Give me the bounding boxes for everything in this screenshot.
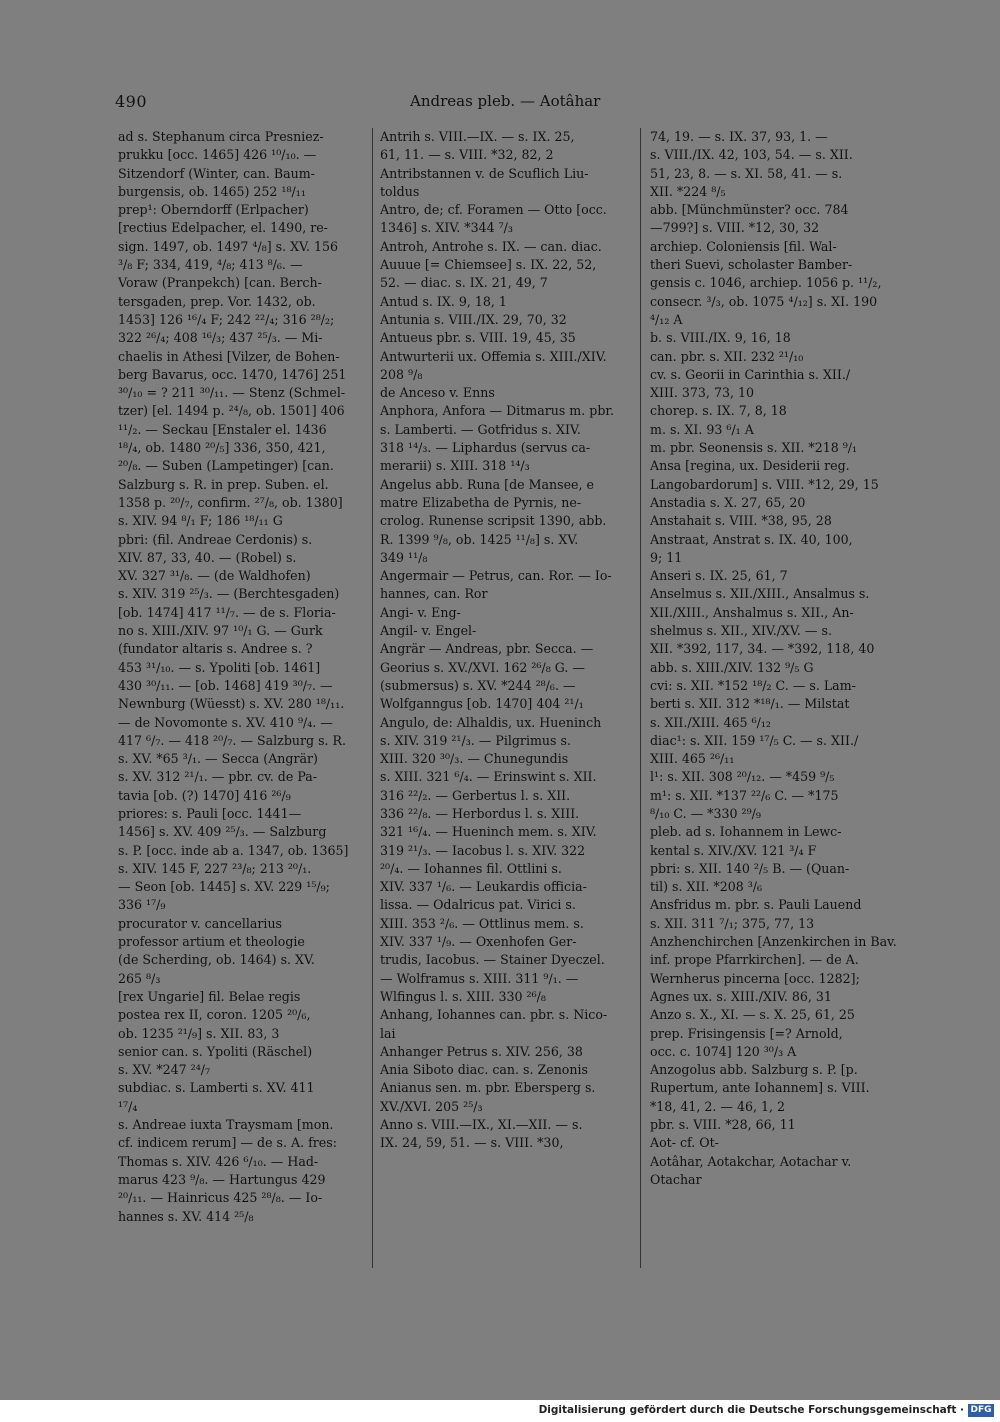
text-line: 74, 19. — s. IX. 37, 93, 1. — (650, 129, 828, 144)
text-line: pbri: s. XII. 140 ²/₅ B. — (Quan- (650, 860, 850, 876)
text-line: 318 ¹⁴/₃. — Liphardus (servus ca- (380, 440, 591, 456)
text-line: hannes s. XV. 414 ²⁵/₈ (118, 1208, 254, 1224)
text-line: Auuue [= Chiemsee] s. IX. 22, 52, (380, 257, 597, 273)
text-line: 265 ⁸/₃ (118, 970, 161, 986)
text-line: Antunia s. VIII./IX. 29, 70, 32 (380, 311, 567, 327)
text-line: Ansa [regina, ux. Desiderii reg. (650, 458, 850, 474)
text-line: Langobardorum] s. VIII. *12, 29, 15 (650, 476, 879, 492)
text-line: Antro, de; cf. Foramen — Otto [occ. (380, 202, 607, 218)
text-line: ⁸/₁₀ C. — *330 ²⁹/₉ (650, 805, 761, 821)
text-line: subdiac. s. Lamberti s. XV. 411 (118, 1080, 315, 1096)
text-line: Anstraat, Anstrat s. IX. 40, 100, (650, 531, 853, 547)
text-line: [rectius Edelpacher, el. 1490, re- (118, 220, 328, 236)
text-line: Anzo s. X., XI. — s. X. 25, 61, 25 (650, 1007, 855, 1023)
text-line: XV. 327 ³¹/₈. — (de Waldhofen) (118, 568, 311, 584)
text-line: 319 ²¹/₃. — Iacobus l. s. XIV. 322 (380, 842, 586, 858)
text-line: Otachar (650, 1171, 702, 1187)
text-line: Anstahait s. VIII. *38, 95, 28 (650, 513, 832, 529)
text-line: 52. — diac. s. IX. 21, 49, 7 (380, 275, 548, 291)
text-line: 1358 p. ²⁰/₇, confirm. ²⁷/₈, ob. 1380] (118, 494, 343, 510)
text-line: crolog. Runense scripsit 1390, abb. (380, 513, 607, 529)
text-line: toldus (380, 183, 420, 199)
text-line: cvi: s. XII. *152 ¹⁸/₂ C. — s. Lam- (650, 677, 856, 693)
text-line: Agnes ux. s. XIII./XIV. 86, 31 (650, 988, 832, 1004)
text-line: R. 1399 ⁹/₈, ob. 1425 ¹¹/₈] s. XV. (380, 531, 579, 547)
text-line: chaelis in Athesi [Vilzer, de Bohen- (118, 348, 340, 364)
text-line: XIII. 353 ²/₆. — Ottlinus mem. s. (380, 915, 584, 931)
text-line: 208 ⁹/₈ (380, 366, 423, 382)
text-line: postea rex II, coron. 1205 ²⁰/₆, (118, 1007, 311, 1023)
text-line: — Seon [ob. 1445] s. XV. 229 ¹⁵/₉; (118, 879, 330, 895)
text-line: Aot- cf. Ot- (650, 1135, 719, 1151)
text-line: Voraw (Pranpekch) [can. Berch- (118, 275, 322, 291)
text-line: Angulo, de: Alhaldis, ux. Hueninch (380, 714, 602, 730)
text-line: *18, 41, 2. — 46, 1, 2 (650, 1098, 786, 1114)
text-line: ²⁰/₁₁. — Hainricus 425 ²⁸/₈. — Io- (118, 1190, 323, 1206)
text-line: Antrih s. VIII.—IX. — s. IX. 25, (380, 129, 575, 144)
text-line: —799?] s. VIII. *12, 30, 32 (650, 220, 820, 236)
text-line: 349 ¹¹/₈ (380, 549, 428, 565)
text-line: gensis c. 1046, archiep. 1056 p. ¹¹/₂, (650, 275, 882, 291)
text-line: ad s. Stephanum circa Presniez- (118, 129, 324, 144)
text-line: Antribstannen v. de Scuflich Liu- (380, 165, 589, 181)
text-line: theri Suevi, scholaster Bamber- (650, 257, 853, 273)
text-line: Anseri s. IX. 25, 61, 7 (650, 568, 788, 584)
text-line: ³/₈ F; 334, 419, ⁴/₈; 413 ⁸/₆. — (118, 257, 303, 273)
text-line: Angelus abb. Runa [de Mansee, e (380, 476, 594, 492)
text-line: de Anceso v. Enns (380, 385, 495, 401)
text-line: Wernherus pincerna [occ. 1282]; (650, 970, 860, 986)
text-line: b. s. VIII./IX. 9, 16, 18 (650, 330, 791, 346)
text-line: m. s. XI. 93 ⁶/₁ A (650, 421, 754, 437)
text-line: pbri: (fil. Andreae Cerdonis) s. (118, 531, 313, 547)
text-line: m. pbr. Seonensis s. XII. *218 ⁹/₁ (650, 440, 858, 456)
text-line: 1346] s. XIV. *344 ⁷/₃ (380, 220, 513, 236)
text-line: pbr. s. VIII. *28, 66, 11 (650, 1117, 796, 1133)
text-line: ²⁰/₈. — Suben (Lampetinger) [can. (118, 458, 334, 474)
text-line: Anphora, Anfora — Ditmarus m. pbr. (380, 403, 615, 419)
text-line: s. XII./XIII. 465 ⁶/₁₂ (650, 714, 771, 730)
text-line: (submersus) s. XV. *244 ²⁸/₆. — (380, 677, 576, 693)
text-line: — Wolframus s. XIII. 311 ⁹/₁. — (380, 970, 579, 986)
text-line: s. XIV. 94 ⁸/₁ F; 186 ¹⁸/₁₁ G (118, 513, 283, 529)
text-line: XV./XVI. 205 ²⁵/₃ (380, 1098, 483, 1114)
text-line: l¹: s. XII. 308 ²⁰/₁₂. — *459 ⁹/₅ (650, 769, 835, 785)
text-line: kental s. XIV./XV. 121 ³/₄ F (650, 842, 817, 858)
text-line: Antroh, Antrohe s. IX. — can. diac. (380, 238, 602, 254)
text-line: s. XII. 311 ⁷/₁; 375, 77, 13 (650, 915, 815, 931)
text-line: inf. prope Pfarrkirchen]. — de A. (650, 952, 859, 968)
text-line: XIV. 337 ¹/₆. — Leukardis officia- (380, 879, 587, 895)
text-line: ²⁰/₄. — Iohannes fil. Ottlini s. (380, 860, 562, 876)
text-line: s. Lamberti. — Gotfridus s. XIV. (380, 421, 581, 437)
text-line: Antud s. IX. 9, 18, 1 (380, 293, 507, 309)
text-line: sign. 1497, ob. 1497 ⁴/₈] s. XV. 156 (118, 238, 339, 254)
text-line: 336 ¹⁷/₉ (118, 897, 166, 913)
text-line: Wolfganngus [ob. 1470] 404 ²¹/₁ (380, 696, 584, 712)
text-line: prep¹: Oberndorff (Erlpacher) (118, 202, 309, 218)
text-line: prukku [occ. 1465] 426 ¹⁰/₁₀. — (118, 147, 317, 163)
text-line: Anstadia s. X. 27, 65, 20 (650, 494, 806, 510)
text-line: Angil- v. Engel- (380, 623, 477, 639)
text-line: 1453] 126 ¹⁶/₄ F; 242 ²²/₄; 316 ²⁸/₂; (118, 311, 335, 327)
text-line: Angrär — Andreas, pbr. Secca. — (380, 641, 594, 657)
text-line: ¹⁸/₄, ob. 1480 ²⁰/₅] 336, 350, 421, (118, 440, 326, 456)
text-line: 9; 11 (650, 549, 683, 565)
text-line: s. XIII. 321 ⁶/₄. — Erinswint s. XII. (380, 769, 597, 785)
text-line: ¹¹/₂. — Seckau [Enstaler el. 1436 (118, 421, 327, 437)
text-line: lai (380, 1025, 396, 1041)
text-line: merarii) s. XIII. 318 ¹⁴/₃ (380, 458, 530, 474)
text-line: s. Andreae iuxta Traysmam [mon. (118, 1117, 334, 1133)
text-line: professor artium et theologie (118, 934, 305, 950)
text-line: Aotâhar, Aotakchar, Aotachar v. (650, 1153, 852, 1169)
text-line: s. XIV. 319 ²⁵/₃. — (Berchtesgaden) (118, 586, 340, 602)
text-line: Anhanger Petrus s. XIV. 256, 38 (380, 1043, 583, 1059)
text-line: 51, 23, 8. — s. XI. 58, 41. — s. (650, 165, 843, 181)
dfg-logo: DFG (968, 1404, 994, 1417)
text-line: Anzogolus abb. Salzburg s. P. [p. (650, 1062, 858, 1078)
text-line: occ. c. 1074] 120 ³⁰/₃ A (650, 1043, 797, 1059)
text-line: s. XIV. 319 ²¹/₃. — Pilgrimus s. (380, 732, 571, 748)
text-line: tersgaden, prep. Vor. 1432, ob. (118, 293, 316, 309)
text-line: lissa. — Odalricus pat. Virici s. (380, 897, 576, 913)
text-line: [rex Ungarie] fil. Belae regis (118, 988, 301, 1004)
text-line: pleb. ad s. Iohannem in Lewc- (650, 824, 842, 840)
text-line: tavia [ob. (?) 1470] 416 ²⁶/₉ (118, 787, 291, 803)
text-line: cv. s. Georii in Carinthia s. XII./ (650, 366, 851, 382)
text-line: Anzhenchirchen [Anzenkirchen in Bav. (650, 934, 897, 950)
text-line: marus 423 ⁹/₈. — Hartungus 429 (118, 1171, 326, 1187)
text-line: XII./XIII., Anshalmus s. XII., An- (650, 604, 854, 620)
text-line: cf. indicem rerum] — de s. A. fres: (118, 1135, 337, 1151)
text-line: 453 ³¹/₁₀. — s. Ypoliti [ob. 1461] (118, 659, 321, 675)
column-divider (372, 128, 373, 1268)
text-line: Ania Siboto diac. can. s. Zenonis (380, 1062, 588, 1078)
text-line: senior can. s. Ypoliti (Räschel) (118, 1043, 313, 1059)
text-line: Antueus pbr. s. VIII. 19, 45, 35 (380, 330, 576, 346)
text-line: Angermair — Petrus, can. Ror. — Io- (380, 568, 612, 584)
text-line: Wlfingus l. s. XIII. 330 ²⁶/₈ (380, 988, 546, 1004)
text-line: Newnburg (Wüesst) s. XV. 280 ¹⁸/₁₁. (118, 696, 345, 712)
text-line: Thomas s. XIV. 426 ⁶/₁₀. — Had- (118, 1153, 319, 1169)
text-line: berti s. XII. 312 *¹⁸/₁. — Milstat (650, 696, 850, 712)
footer-bar (0, 1400, 1000, 1422)
text-line: 1456] s. XV. 409 ²⁵/₃. — Salzburg (118, 824, 327, 840)
text-line: (fundator altaris s. Andree s. ? (118, 641, 313, 657)
text-line: ¹⁷/₄ (118, 1098, 138, 1114)
text-column-right (650, 128, 900, 1189)
page-number: 490 (115, 92, 148, 111)
text-line: abb. s. XIII./XIV. 132 ⁹/₅ G (650, 659, 814, 675)
text-line: XIII. 320 ³⁰/₃. — Chunegundis (380, 751, 569, 767)
text-line: Anno s. VIII.—IX., XI.—XII. — s. (380, 1117, 583, 1133)
text-line: Sitzendorf (Winter, can. Baum- (118, 165, 315, 181)
text-line: m¹: s. XII. *137 ²²/₆ C. — *175 (650, 787, 839, 803)
text-line: ³⁰/₁₀ = ? 211 ³⁰/₁₁. — Stenz (Schmel- (118, 385, 346, 401)
text-line: — de Novomonte s. XV. 410 ⁹/₄. — (118, 714, 333, 730)
text-line: ⁴/₁₂ A (650, 311, 683, 327)
text-line: hannes, can. Ror (380, 586, 488, 602)
text-line: matre Elizabetha de Pyrnis, ne- (380, 494, 582, 510)
text-line: prep. Frisingensis [=? Arnold, (650, 1025, 843, 1041)
text-line: abb. [Münchmünster? occ. 784 (650, 202, 849, 218)
text-line: priores: s. Pauli [occ. 1441— (118, 805, 302, 821)
text-column-middle (380, 128, 630, 1153)
text-line: chorep. s. IX. 7, 8, 18 (650, 403, 787, 419)
text-line: Rupertum, ante Iohannem] s. VIII. (650, 1080, 870, 1096)
text-line: IX. 24, 59, 51. — s. VIII. *30, (380, 1135, 564, 1151)
text-line: s. XV. *247 ²⁴/₇ (118, 1062, 211, 1078)
text-line: ob. 1235 ²¹/₉] s. XII. 83, 3 (118, 1025, 280, 1041)
text-line: 417 ⁶/₇. — 418 ²⁰/₇. — Salzburg s. R. (118, 732, 347, 748)
text-line: Georius s. XV./XVI. 162 ²⁶/₈ G. — (380, 659, 585, 675)
text-line: (de Scherding, ob. 1464) s. XV. (118, 952, 315, 968)
funding-credit: Digitalisierung gefördert durch die Deutsche Forschungsgemeinschaft · (538, 1404, 964, 1416)
text-line: burgensis, ob. 1465) 252 ¹⁸/₁₁ (118, 183, 306, 199)
text-line: til) s. XII. *208 ³/₆ (650, 879, 763, 895)
text-line: berg Bavarus, occ. 1470, 1476] 251 (118, 366, 347, 382)
text-line: s. P. [occ. inde ab a. 1347, ob. 1365] (118, 842, 349, 858)
text-line: trudis, Iacobus. — Stainer Dyeczel. (380, 952, 605, 968)
text-line: 336 ²²/₈. — Herbordus l. s. XIII. (380, 805, 580, 821)
text-line: no s. XIII./XIV. 97 ¹⁰/₁ G. — Gurk (118, 623, 323, 639)
text-line: Ansfridus m. pbr. s. Pauli Lauend (650, 897, 862, 913)
text-column-left (118, 128, 368, 1226)
text-line: s. XV. 312 ²¹/₁. — pbr. cv. de Pa- (118, 769, 318, 785)
text-line: consecr. ³/₃, ob. 1075 ⁴/₁₂] s. XI. 190 (650, 293, 878, 309)
text-line: procurator v. cancellarius (118, 915, 283, 931)
text-line: XIII. 465 ²⁶/₁₁ (650, 751, 735, 767)
text-line: Salzburg s. R. in prep. Suben. el. (118, 476, 329, 492)
text-line: tzer) [el. 1494 p. ²⁴/₈, ob. 1501] 406 (118, 403, 345, 419)
text-line: Anianus sen. m. pbr. Ebersperg s. (380, 1080, 596, 1096)
text-line: XII. *224 ⁸/₅ (650, 183, 726, 199)
text-line: Anhang, Iohannes can. pbr. s. Nico- (380, 1007, 608, 1023)
text-line: s. VIII./IX. 42, 103, 54. — s. XII. (650, 147, 853, 163)
text-line: 61, 11. — s. VIII. *32, 82, 2 (380, 147, 554, 163)
running-head: Andreas pleb. — Aotâhar (410, 92, 601, 110)
text-line: archiep. Coloniensis [fil. Wal- (650, 238, 837, 254)
text-line: 321 ¹⁶/₄. — Hueninch mem. s. XIV. (380, 824, 597, 840)
text-line: can. pbr. s. XII. 232 ²¹/₁₀ (650, 348, 804, 364)
text-line: [ob. 1474] 417 ¹¹/₇. — de s. Floria- (118, 604, 336, 620)
text-line: XIV. 337 ¹/₉. — Oxenhofen Ger- (380, 934, 577, 950)
text-line: XIV. 87, 33, 40. — (Robel) s. (118, 549, 297, 565)
text-line: diac¹: s. XII. 159 ¹⁷/₅ C. — s. XII./ (650, 732, 859, 748)
text-line: shelmus s. XII., XIV./XV. — s. (650, 623, 832, 639)
text-line: s. XIV. 145 F, 227 ²³/₈; 213 ²⁰/₁. (118, 860, 312, 876)
text-line: XII. *392, 117, 34. — *392, 118, 40 (650, 641, 875, 657)
text-line: 322 ²⁶/₄; 408 ¹⁶/₃; 437 ²⁵/₃. — Mi- (118, 330, 323, 346)
column-divider (640, 128, 641, 1268)
text-line: XIII. 373, 73, 10 (650, 385, 754, 401)
text-line: s. XV. *65 ³/₁. — Secca (Angrär) (118, 751, 318, 767)
text-line: Anselmus s. XII./XIII., Ansalmus s. (650, 586, 870, 602)
text-line: Angi- v. Eng- (380, 604, 461, 620)
text-line: Antwurterii ux. Offemia s. XIII./XIV. (380, 348, 607, 364)
text-line: 430 ³⁰/₁₁. — [ob. 1468] 419 ³⁰/₇. — (118, 677, 333, 693)
text-line: 316 ²²/₂. — Gerbertus l. s. XII. (380, 787, 571, 803)
